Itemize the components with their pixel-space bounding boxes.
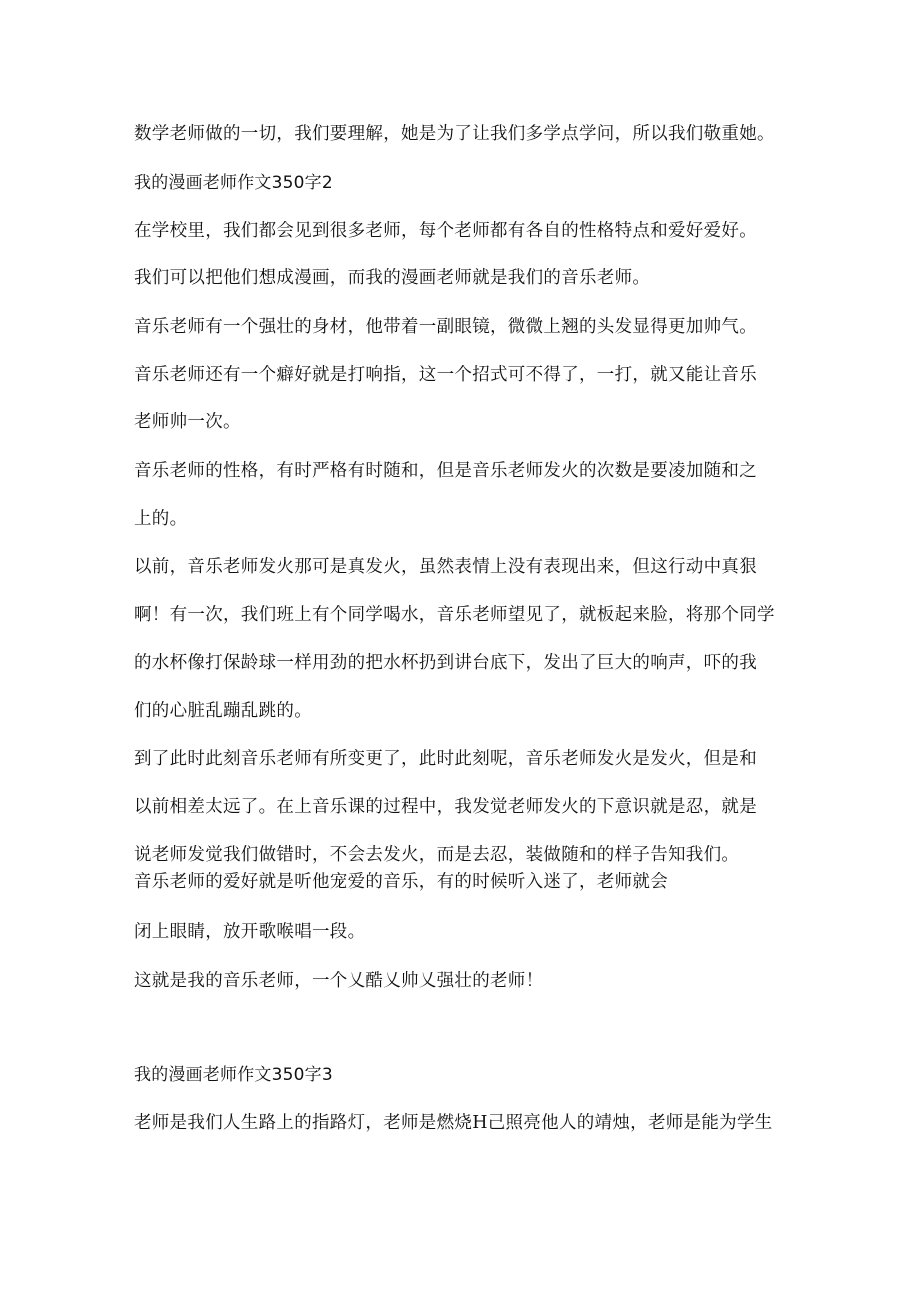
paragraph-line: 说老师发觉我们做错时，不会去发火，而是去忍，装做随和的样子告知我们。	[134, 845, 740, 865]
paragraph-line: 闭上眼睛，放开歌喉唱一段。	[134, 922, 366, 942]
paragraph-line: 老师帅一次。	[134, 412, 241, 432]
paragraph-line: 啊！有一次，我们班上有个同学喝水，音乐老师望见了，就板起来脸，将那个同学	[134, 605, 775, 625]
paragraph-line: 们的心脏乱蹦乱跳的。	[134, 701, 312, 721]
paragraph-line: 音乐老师有一个强壮的身材，他带着一副眼镜，微微上翘的头发显得更加帅气。	[134, 317, 757, 337]
paragraph-line: 音乐老师还有一个癖好就是打响指，这一个招式可不得了，一打，就又能让音乐	[134, 365, 757, 385]
paragraph-line: 在学校里，我们都会见到很多老师，每个老师都有各自的性格特点和爱好爱好。	[134, 221, 757, 241]
paragraph-line: 以前，音乐老师发火那可是真发火，虽然表情上没有表现出来，但这行动中真狠	[134, 557, 757, 577]
paragraph-line: 这就是我的音乐老师，一个乂酷乂帅乂强壮的老师！	[134, 971, 544, 991]
paragraph-line: 老师是我们人生路上的指路灯，老师是燃烧H己照亮他人的靖烛，老师是能为学生	[134, 1113, 773, 1133]
paragraph-line: 我们可以把他们想成漫画，而我的漫画老师就是我们的音乐老师。	[134, 268, 651, 288]
paragraph-line: 音乐老师的性格，有时严格有时随和，但是音乐老师发火的次数是要凌加随和之	[134, 461, 757, 481]
paragraph-line: 上的。	[134, 509, 188, 529]
paragraph-line: 的水杯像打保龄球一样用劲的把水杯扔到讲台底下，发出了巨大的响声，吓的我	[134, 653, 757, 673]
paragraph-line: 音乐老师的爱好就是听他宠爱的音乐，有的时候听入迷了，老师就会	[134, 872, 668, 892]
paragraph-line: 以前相差太远了。在上音乐课的过程中，我发觉老师发火的下意识就是忍，就是	[134, 797, 757, 817]
paragraph-line: 到了此时此刻音乐老师有所变更了，此时此刻呢，音乐老师发火是发火，但是和	[134, 749, 757, 769]
paragraph-line: 数学老师做的一切，我们要理解，她是为了让我们多学点学问，所以我们敬重她。	[134, 124, 775, 144]
section-heading: 我的漫画老师作文350字2	[134, 173, 333, 193]
section-heading: 我的漫画老师作文350字3	[134, 1065, 333, 1085]
